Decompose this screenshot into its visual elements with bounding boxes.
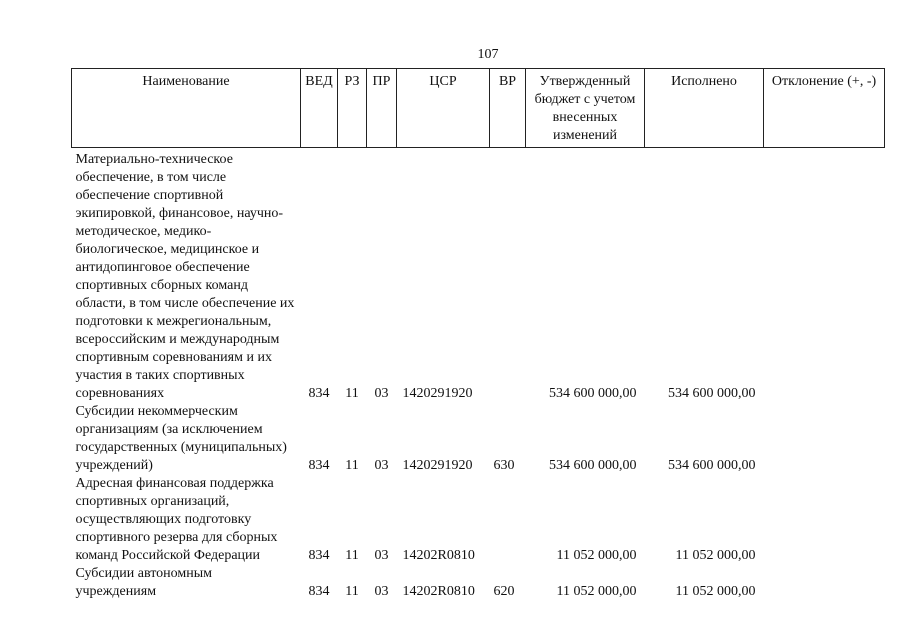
- row-deviation: [764, 403, 885, 475]
- row-pr: 03: [374, 386, 389, 401]
- row-rz: 11: [345, 584, 359, 599]
- row-executed: 534 600 000,00: [668, 386, 756, 401]
- row-rz: 11: [345, 386, 359, 401]
- row-deviation: [764, 475, 885, 565]
- table-row: [72, 475, 885, 565]
- row-ved: 834: [308, 548, 330, 563]
- row-approved: 534 600 000,00: [549, 458, 637, 473]
- table-header-row: [72, 69, 885, 148]
- row-approved: 534 600 000,00: [549, 386, 637, 401]
- row-pr: 03: [374, 584, 389, 599]
- row-ved: 834: [308, 584, 330, 599]
- header-csr: ЦСР: [397, 69, 490, 148]
- header-name: Наименование: [72, 69, 301, 148]
- row-ved: 834: [308, 386, 330, 401]
- header-ved: ВЕД: [301, 69, 338, 148]
- row-name: Материально-техническое обеспечение, в том числе обеспечение спортивной экипировкой, финансовое, научно-методическое, медико-биологическое, медицинское и антидопинговое обеспечение спортивных сборных команд области, в том числе обеспечение их подготовки к межрегиональным, всероссийским и международным спортивным соревнованиям и их участия в таких спортивных соревнованиях: [75, 152, 295, 401]
- row-pr: 03: [374, 548, 389, 563]
- row-csr: 1420291920: [402, 386, 473, 401]
- row-deviation: [764, 148, 885, 404]
- row-rz: 11: [345, 548, 359, 563]
- row-executed: 534 600 000,00: [668, 458, 756, 473]
- row-pr: 03: [374, 458, 389, 473]
- row-executed: 11 052 000,00: [675, 548, 756, 563]
- row-approved: 11 052 000,00: [556, 584, 637, 599]
- row-vr: 620: [493, 584, 515, 599]
- header-vr: ВР: [490, 69, 526, 148]
- table-row: [72, 148, 885, 404]
- row-csr: 14202R0810: [402, 548, 475, 563]
- header-deviation: Отклонение (+, -): [764, 69, 885, 148]
- row-rz: 11: [345, 458, 359, 473]
- row-csr: 1420291920: [402, 458, 473, 473]
- budget-table: [71, 68, 885, 601]
- row-deviation: [764, 565, 885, 601]
- row-executed: 11 052 000,00: [675, 584, 756, 599]
- row-name: Субсидии некоммерческим организациям (за исключением государственных (муниципальных) учреждений): [75, 404, 287, 473]
- row-name: Субсидии автономным учреждениям: [75, 566, 212, 599]
- header-rz: РЗ: [338, 69, 367, 148]
- row-vr: 630: [493, 458, 515, 473]
- table-row: [72, 565, 885, 601]
- row-name: Адресная финансовая поддержка спортивных организаций, осуществляющих подготовку спортивного резерва для сборных команд Российской Федерации: [75, 476, 278, 563]
- row-vr: [490, 148, 526, 404]
- row-csr: 14202R0810: [402, 584, 475, 599]
- header-pr: ПР: [367, 69, 397, 148]
- table-row: [72, 403, 885, 475]
- row-vr: [490, 475, 526, 565]
- header-executed: Исполнено: [645, 69, 764, 148]
- row-approved: 11 052 000,00: [556, 548, 637, 563]
- header-approved: Утвержденный бюджет с учетом внесенных изменений: [526, 69, 645, 148]
- page-number: 107: [477, 47, 499, 62]
- row-ved: 834: [308, 458, 330, 473]
